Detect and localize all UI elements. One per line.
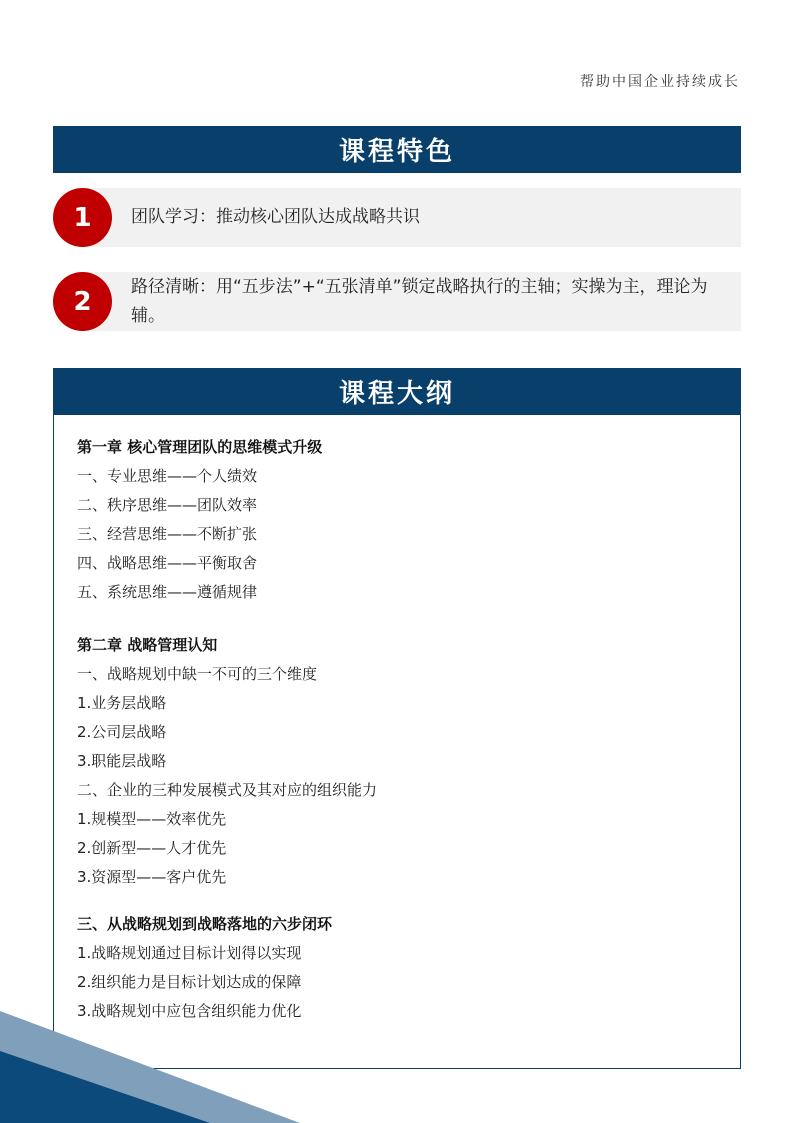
outline-line: 3.资源型——客户优先 <box>77 868 227 886</box>
corner-decoration <box>0 1011 300 1123</box>
features-section-title: 课程特色 <box>53 126 741 173</box>
feature-text: 路径清晰：用“五步法”+“五张清单”锁定战略执行的主轴；实操为主，理论为辅。 <box>131 276 708 326</box>
chapter-title: 第一章 核心管理团队的思维模式升级 <box>77 438 323 456</box>
outline-line: 2.公司层战略 <box>77 723 167 741</box>
feature-text: 团队学习：推动核心团队达成战略共识 <box>131 207 420 227</box>
tagline: 帮助中国企业持续成长 <box>580 74 740 90</box>
outline-line: 二、秩序思维——团队效率 <box>77 496 258 514</box>
chapter-title: 三、从战略规划到战略落地的六步闭环 <box>77 915 333 933</box>
outline-line: 3.职能层战略 <box>77 752 167 770</box>
outline-line: 三、经营思维——不断扩张 <box>77 525 258 543</box>
feature-number-badge: 2 <box>53 272 112 331</box>
outline-line: 一、战略规划中缺一不可的三个维度 <box>77 665 318 683</box>
outline-line: 1.战略规划通过目标计划得以实现 <box>77 944 302 962</box>
course-outline <box>77 433 717 1044</box>
outline-line: 二、企业的三种发展模式及其对应的组织能力 <box>77 781 378 799</box>
feature-item-2 <box>53 272 741 331</box>
outline-line: 2.组织能力是目标计划达成的保障 <box>77 973 302 991</box>
outline-line: 3.战略规划中应包含组织能力优化 <box>77 1002 302 1020</box>
chapter-title: 第二章 战略管理认知 <box>77 636 218 654</box>
chapter-2 <box>77 631 717 892</box>
outline-line: 五、系统思维——遵循规律 <box>77 583 258 601</box>
outline-line: 四、战略思维——平衡取舍 <box>77 554 258 572</box>
outline-line: 1.规模型——效率优先 <box>77 810 227 828</box>
chapter-3 <box>77 910 717 1026</box>
feature-item-1 <box>53 188 741 247</box>
chapter-1 <box>77 433 717 607</box>
outline-line: 一、专业思维——个人绩效 <box>77 467 258 485</box>
feature-number-badge: 1 <box>53 188 112 247</box>
outline-line: 1.业务层战略 <box>77 694 167 712</box>
outline-line: 2.创新型——人才优先 <box>77 839 227 857</box>
outline-section-title: 课程大纲 <box>53 368 741 415</box>
